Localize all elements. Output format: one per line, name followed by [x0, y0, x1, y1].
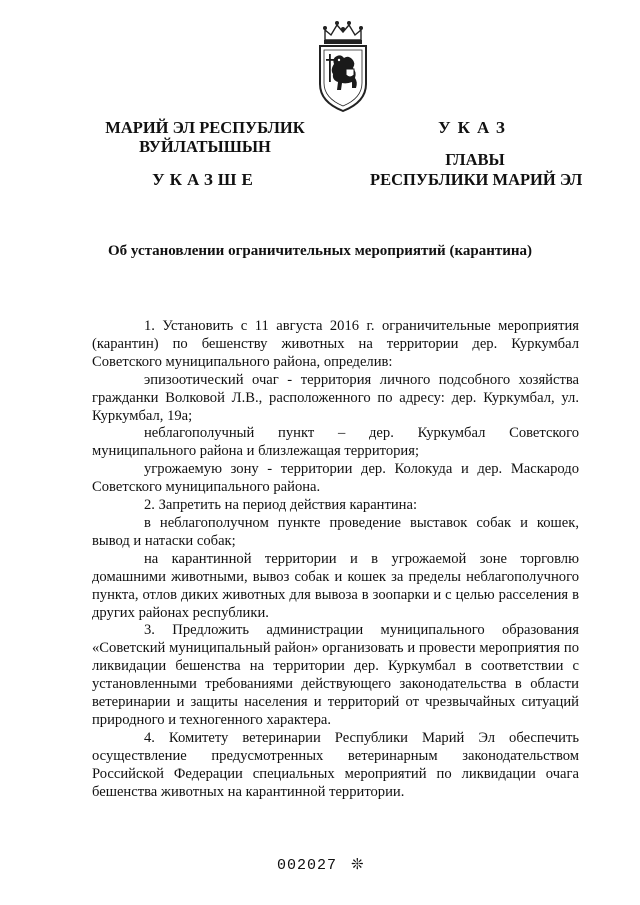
header-right-line-3: РЕСПУБЛИКИ МАРИЙ ЭЛ — [370, 170, 583, 189]
document-body — [92, 318, 579, 801]
paragraph-3: неблагополучный пункт – дер. Куркумбал Советского муниципального района и близлежащая территория; — [92, 425, 579, 460]
paragraph-5: 2. Запретить на период действия карантина: — [144, 497, 418, 514]
paragraph-4: угрожаемую зону - территории дер. Колокуда и дер. Маскародо Советского муниципального района. — [92, 461, 579, 496]
header-left-line-3: УКАЗШЕ — [152, 170, 258, 189]
paragraph-6: в неблагополучном пункте проведение выставок собак и кошек, вывод и натаски собак; — [92, 514, 579, 549]
paragraph-1: 1. Установить с 11 августа 2016 г. ограничительные мероприятия (карантин) по бешенству животных на территории дер. Куркумбал Советского муниципального района, определив: — [92, 318, 579, 370]
header-right-line-2: ГЛАВЫ — [445, 150, 505, 169]
paragraph-8: 3. Предложить администрации муниципального образования «Советский муниципальный район» организовать и провести мероприятия по ликвидации бешенства на территории дер. Куркумбал в соответствии с установленными требованиями действующего законодательства в области ветеринарии и защиты населения и территорий от чрезвычайных ситуаций природного и техногенного характера. — [92, 622, 579, 728]
header-left-line-1: МАРИЙ ЭЛ РЕСПУБЛИК — [105, 118, 305, 137]
header-right-line-1: УКАЗ — [438, 118, 512, 137]
coat-of-arms-emblem — [312, 14, 374, 114]
crown-icon — [323, 21, 363, 44]
document-number: 002027 — [277, 857, 338, 874]
paragraph-7: на карантинной территории и в угрожаемой зоне торговлю домашними животными, вывоз собак и кошек за пределы неблагополучного пункта, отлов диких животных для вывоза в зоопарки и с целью расселения в других районах республики. — [92, 550, 579, 621]
snowflake-icon: ❊ — [351, 855, 365, 873]
paragraph-2: эпизоотический очаг - территория личного подсобного хозяйства гражданки Волковой Л.В., расположенного по адресу: дер. Куркумбал, ул. Куркумбал, 19а; — [92, 371, 579, 424]
header-left-line-2: ВУЙЛАТЫШЫН — [139, 137, 271, 156]
paragraph-9: 4. Комитету ветеринарии Республики Марий Эл обеспечить осуществление предусмотренных ветеринарным законодательством Российской Федерации специальных мероприятий по ликвидации очага бешенства животных на карантинной территории. — [92, 729, 579, 800]
document-title: Об установлении ограничительных мероприятий (карантина) — [107, 243, 532, 259]
document-footer — [277, 855, 365, 874]
